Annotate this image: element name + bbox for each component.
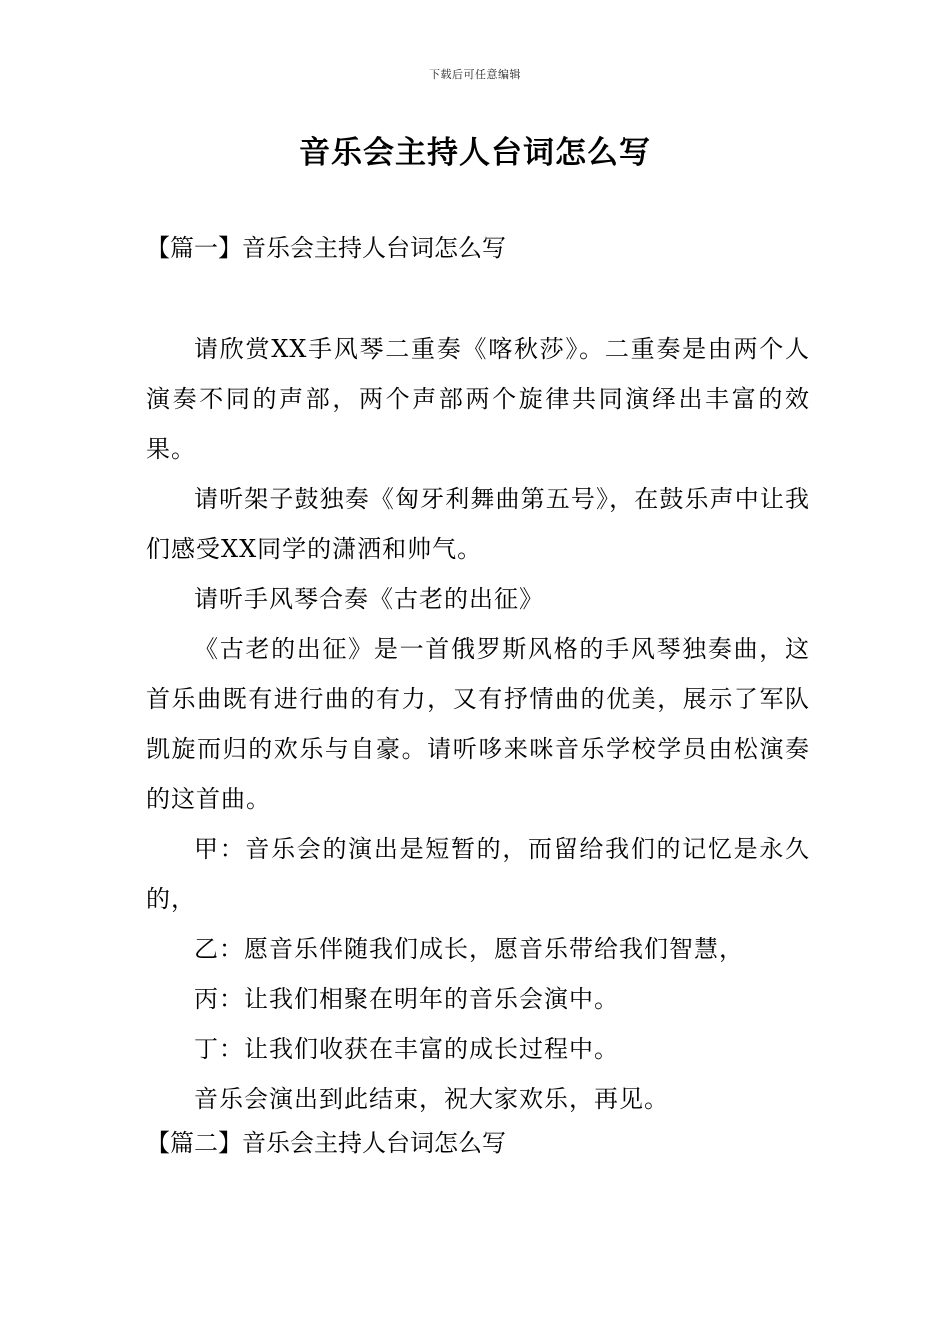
header-note: 下载后可任意编辑 [429,68,521,81]
paragraph-9: 音乐会演出到此结束，祝大家欢乐，再见。 [194,1085,669,1113]
paragraph-3: 请听手风琴合奏《古老的出征》 [194,585,544,613]
paragraph-5: 甲：音乐会的演出是短暂的，而留给我们的记忆是永久的， [146,835,810,913]
section-heading-2: 【篇二】音乐会主持人台词怎么写 [146,1129,506,1157]
paragraph-4: 《古老的出征》是一首俄罗斯风格的手风琴独奏曲，这首乐曲既有进行曲的有力，又有抒情曲的优美，展示了军队凯旋而归的欢乐与自豪。请听哆来咪音乐学校学员由松演奏的这首曲。 [146,635,810,813]
section-heading-1: 【篇一】音乐会主持人台词怎么写 [146,234,506,262]
section-1-body [146,324,810,1124]
paragraph-7: 丙：让我们相聚在明年的音乐会演中。 [194,985,619,1013]
paragraph-8: 丁：让我们收获在丰富的成长过程中。 [194,1035,619,1063]
paragraph-6: 乙：愿音乐伴随我们成长，愿音乐带给我们智慧， [194,935,744,963]
paragraph-2: 请听架子鼓独奏《匈牙利舞曲第五号》，在鼓乐声中让我们感受XX同学的潇洒和帅气。 [146,485,810,563]
paragraph-1: 请欣赏XX手风琴二重奏《喀秋莎》。二重奏是由两个人演奏不同的声部，两个声部两个旋律共同演绎出丰富的效果。 [146,335,810,463]
document-title: 音乐会主持人台词怎么写 [299,135,651,171]
